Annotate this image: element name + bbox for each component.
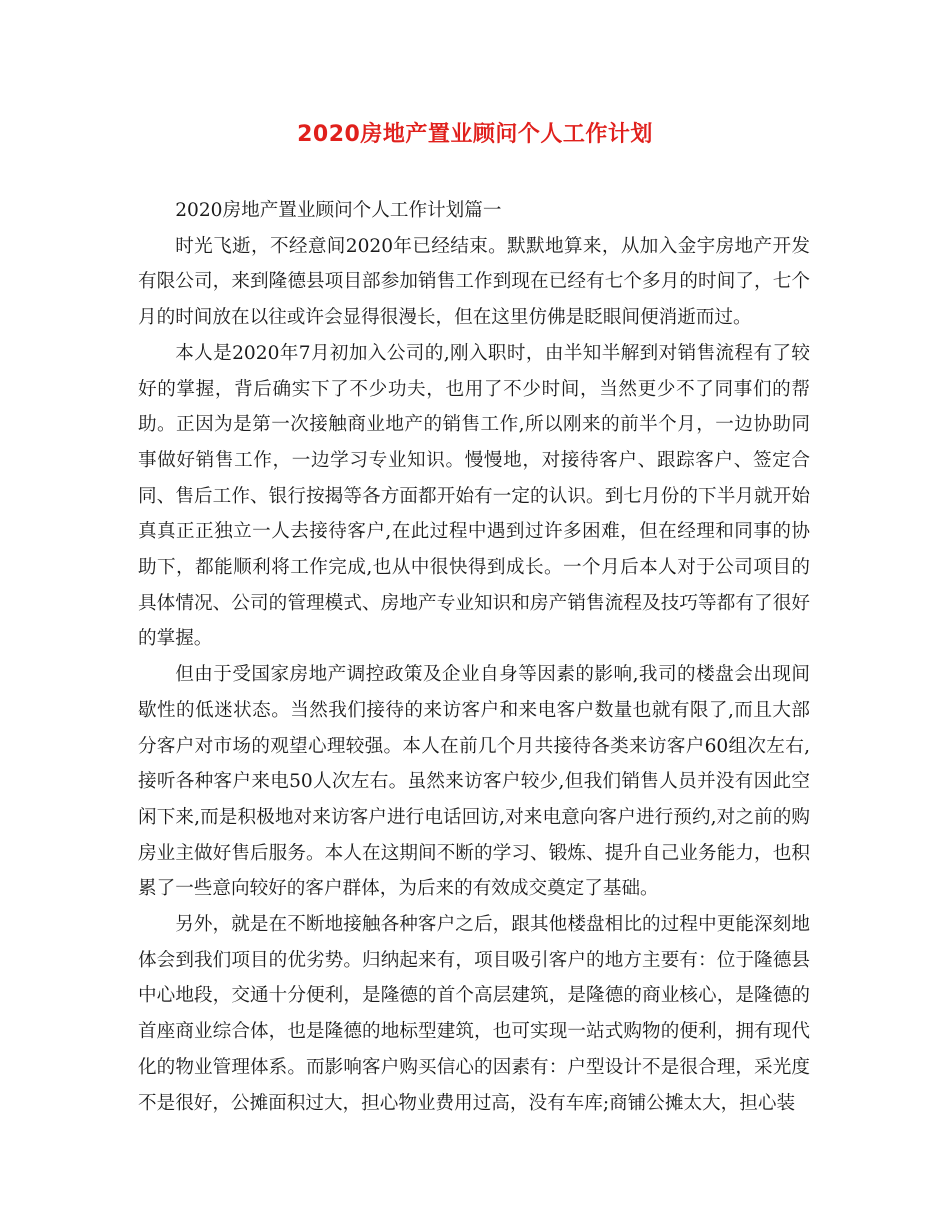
paragraph: 本人是2020年7月初加入公司的,刚入职时，由半知半解到对销售流程有了较好的掌握，背后确实下了不少功夫，也用了不少时间，当然更少不了同事们的帮助。正因为是第一次接触商业地产的销售工作,所以刚来的前半个月，一边协助同事做好销售工作，一边学习专业知识。慢慢地，对接待客户、跟踪客户、签定合同、售后工作、银行按揭等各方面都开始有一定的认识。到七月份的下半月就开始真真正正独立一人去接待客户,在此过程中遇到过许多困难，但在经理和同事的协助下，都能顺利将工作完成,也从中很快得到成长。一个月后本人对于公司项目的具体情况、公司的管理模式、房地产专业知识和房产销售流程及技巧等都有了很好的掌握。	[138, 342, 810, 650]
paragraph: 另外，就是在不断地接触各种客户之后，跟其他楼盘相比的过程中更能深刻地体会到我们项目的优劣势。归纳起来有，项目吸引客户的地方主要有：位于隆德县中心地段，交通十分便利，是隆德的首个高层建筑，是隆德的商业核心，是隆德的首座商业综合体，也是隆德的地标型建筑，也可实现一站式购物的便利，拥有现代化的物业管理体系。而影响客户购买信心的因素有：户型设计不是很合理，采光度不是很好，公摊面积过大，担心物业费用过高，没有车库;商铺公摊太大，担心装	[138, 914, 810, 1114]
paragraph-subtitle: 2020房地产置业顾问个人工作计划篇一	[175, 200, 502, 221]
document-title: 2020房地产置业顾问个人工作计划	[297, 122, 653, 147]
paragraph: 但由于受国家房地产调控政策及企业自身等因素的影响,我司的楼盘会出现间歇性的低迷状态。当然我们接待的来访客户和来电客户数量也就有限了,而且大部分客户对市场的观望心理较强。本人在前几个月共接待各类来访客户60组次左右,接听各种客户来电50人次左右。虽然来访客户较少,但我们销售人员并没有因此空闲下来,而是积极地对来访客户进行电话回访,对来电意向客户进行预约,对之前的购房业主做好售后服务。本人在这期间不断的学习、锻炼、提升自己业务能力，也积累了一些意向较好的客户群体，为后来的有效成交奠定了基础。	[138, 664, 810, 900]
paragraph: 时光飞逝，不经意间2020年已经结束。默默地算来，从加入金宇房地产开发有限公司，来到隆德县项目部参加销售工作到现在已经有七个多月的时间了，七个月的时间放在以往或许会显得很漫长，但在这里仿佛是眨眼间便消逝而过。	[138, 235, 810, 329]
document-body	[138, 193, 810, 1121]
